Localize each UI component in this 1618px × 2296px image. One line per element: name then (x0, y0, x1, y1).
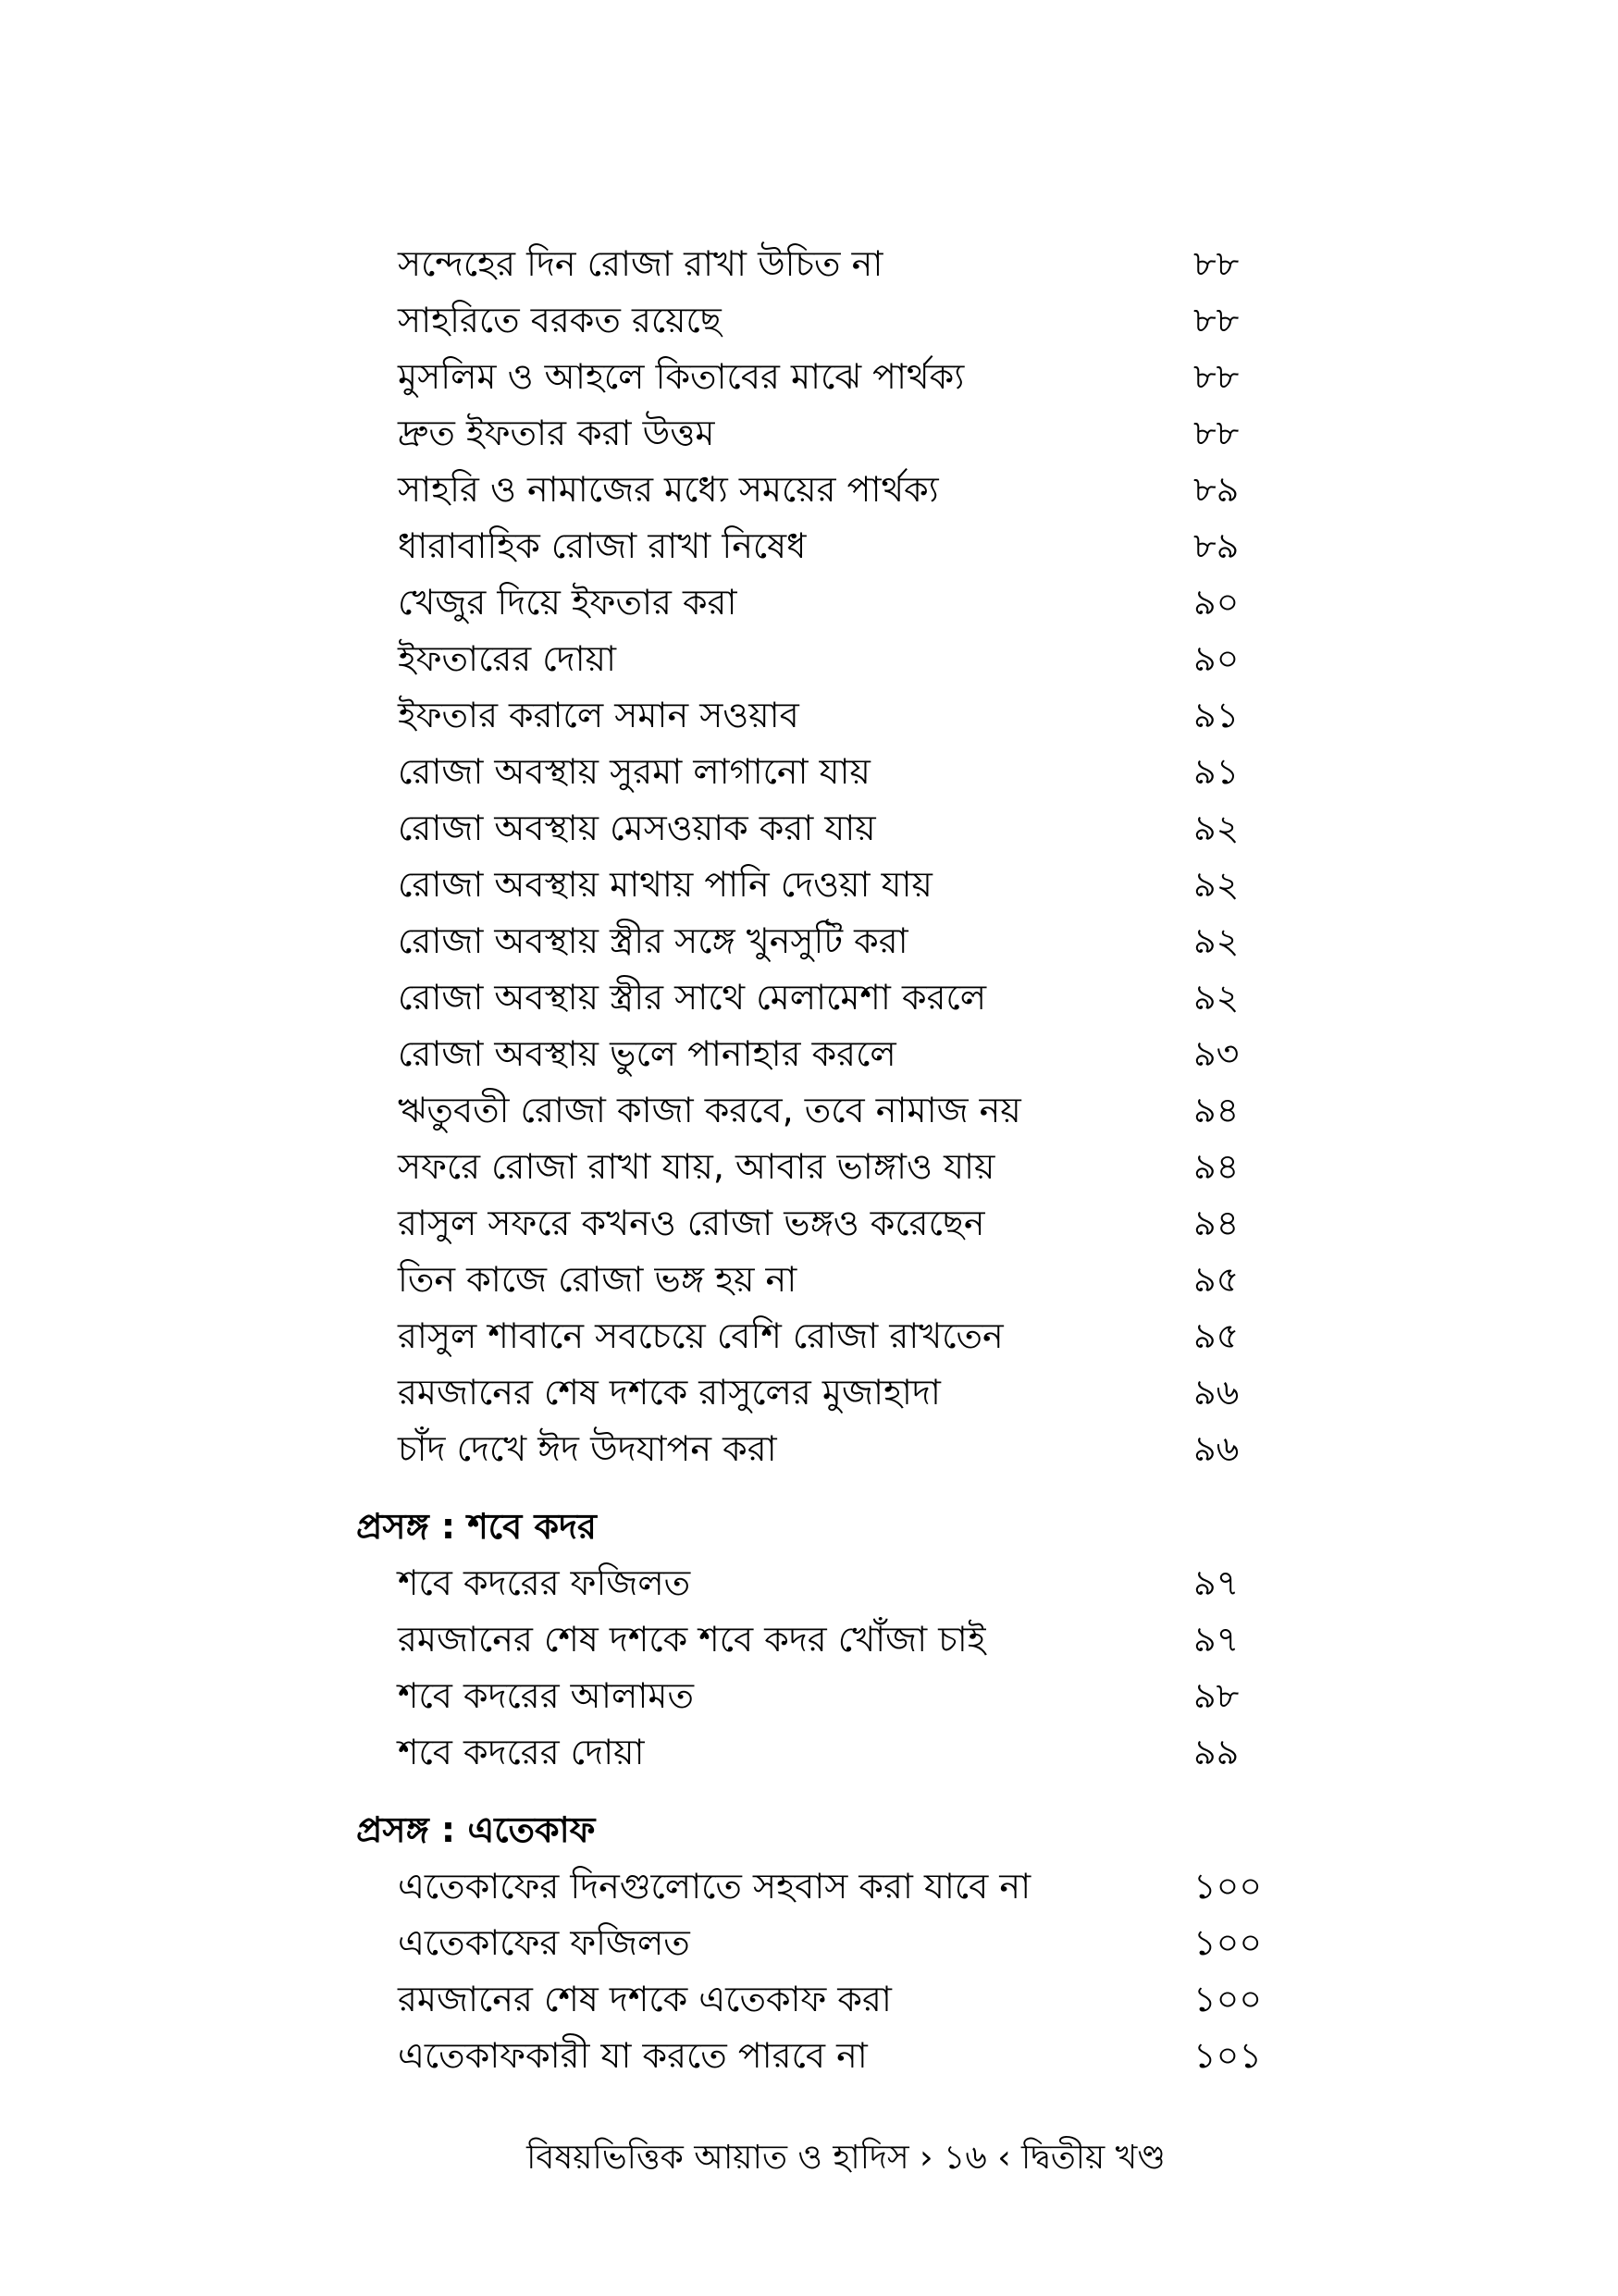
toc-entry-page-number: ১০০ (1193, 1979, 1263, 2019)
toc-entry-page-number: ৮৮ (1193, 413, 1240, 453)
toc-entry-page-number: ৯৭ (1193, 1562, 1240, 1603)
toc-entry-title: ধারাবাহিক রোজা রাখা নিষেধ (398, 525, 807, 566)
toc-entry-page-number: ১০১ (1193, 2035, 1263, 2076)
toc-entry-title: এতেকাফের ফজিলত (398, 1922, 690, 1963)
toc-entry-page-number: ৯৪ (1193, 1090, 1240, 1130)
toc-entry-title: এতেকাফকারী যা করতে পারবে না (398, 2035, 868, 2076)
toc-entry-title: ইফতার করালে সমান সওয়াব (398, 695, 799, 735)
toc-entry-title: সফরে রোজা রাখা যায়, আবার ভাঙ্গাও যায় (398, 1146, 995, 1187)
toc-entry-page-number: ৯৮ (1193, 1675, 1240, 1716)
toc-entry-page-number: ৯২ (1193, 808, 1240, 848)
toc-entry-title: ইফতারের দোয়া (398, 638, 617, 679)
toc-entry (356, 1082, 1281, 1139)
toc-entry-page-number: ৯৬ (1193, 1428, 1240, 1469)
toc-entry-title: শবে কদরের দোয়া (398, 1732, 645, 1772)
toc-entry-title: সাহরিতে বরকত রয়েছে (398, 300, 722, 340)
toc-entry (356, 349, 1281, 405)
toc-entry-title: ঋতুবতী রোজা কাজা করবে, তবে নামাজ নয় (398, 1090, 1021, 1130)
toc-entry-title: রমজানের শেষ দশকে শবে কদর খোঁজা চাই (398, 1619, 986, 1660)
toc-entry-title: রোজা অবস্থায় মাথায় পানি দেওয়া যায় (398, 864, 933, 905)
toc-entry-title: শবে কদরের আলামত (398, 1675, 694, 1716)
toc-entry-page-number: ৯০ (1193, 582, 1240, 623)
toc-entry (356, 969, 1281, 1026)
toc-entry-title: এতেকাফের দিনগুলোতে সহবাস করা যাবে না (398, 1866, 1031, 1907)
toc-entry-page-number: ১০০ (1193, 1866, 1263, 1907)
toc-entry-page-number: ১০০ (1193, 1922, 1263, 1963)
toc-entry (356, 1139, 1281, 1195)
toc-entry-page-number: ৯১ (1193, 751, 1240, 792)
toc-entry (356, 2028, 1281, 2084)
toc-entry-page-number: ৮৯ (1193, 469, 1240, 510)
toc-entry (356, 1611, 1281, 1668)
toc-entry-page-number: ৯৬ (1193, 1372, 1240, 1413)
toc-entry-page-number: ৯১ (1193, 695, 1240, 735)
toc-entry (356, 1252, 1281, 1308)
toc-entry-title: দ্রুত ইফতার করা উত্তম (398, 413, 715, 453)
toc-entry (356, 687, 1281, 744)
toc-entry-page-number: ৯২ (1193, 920, 1240, 961)
toc-entry-title: রোজা অবস্থায় স্ত্রীর সাথে মেলামেশা করলে (398, 977, 987, 1018)
toc-entry (356, 292, 1281, 349)
toc-entry-page-number: ৯২ (1193, 977, 1240, 1018)
toc-entry-page-number: ৯৭ (1193, 1619, 1240, 1660)
toc-entry (356, 744, 1281, 800)
page-footer: বিষয়ভিত্তিক আয়াত ও হাদিস › ১৬ ‹ দ্বিতীয় খণ্ড (526, 2139, 1166, 2177)
toc-entry-title: রমজানের শেষ দশকে রাসুলের মুজাহাদা (398, 1372, 941, 1413)
toc-entry-page-number: ৯২ (1193, 864, 1240, 905)
toc-entry-title: রমজানের শেষ দশকে এতেকাফ করা (398, 1979, 892, 2019)
toc-entry-title: রোজা অবস্থায় সুরমা লাগানো যায় (398, 751, 871, 792)
toc-entry (356, 1724, 1281, 1781)
toc-entry (356, 462, 1281, 518)
toc-entry-title: রোজা অবস্থায় ভুলে পানাহার করলে (398, 1033, 896, 1074)
toc-entry-page-number: ৯৩ (1193, 1033, 1240, 1074)
toc-entry (356, 913, 1281, 969)
toc-entry-page-number: ৯৪ (1193, 1146, 1240, 1187)
toc-entry (356, 1421, 1281, 1477)
toc-entry-page-number: ৮৯ (1193, 525, 1240, 566)
toc-entry-page-number: ৮৮ (1193, 300, 1240, 340)
section-heading: প্রসঙ্গ : এতেকাফ (356, 1809, 596, 1850)
toc-entry (356, 857, 1281, 913)
toc-entry (356, 236, 1281, 292)
toc-entry-page-number: ৮৮ (1193, 243, 1240, 284)
toc-entry-title: চাঁদ দেখে ঈদ উদযাপন করা (398, 1428, 777, 1469)
toc-entry-title: রোজা অবস্থায় মেসওয়াক করা যায় (398, 808, 876, 848)
toc-entry-title: রোজা অবস্থায় স্ত্রীর সঙ্গে খুনসুটি করা (398, 920, 908, 961)
toc-entry (356, 1915, 1281, 1971)
toc-entry (356, 1364, 1281, 1421)
toc-entry-page-number: ৯৫ (1193, 1259, 1240, 1300)
toc-entry-title: রাসুল শাবানে সবচেয়ে বেশি রোজা রাখতেন (398, 1315, 1004, 1356)
toc-entry (356, 1026, 1281, 1082)
toc-entry-title: খেজুর দিয়ে ইফতার করা (398, 582, 737, 623)
toc-entry-title: মুসলিম ও আহলে কিতাবের মাঝে পার্থক্য (398, 356, 965, 397)
toc-entry (356, 1308, 1281, 1364)
toc-entry-page-number: ৯৯ (1193, 1732, 1240, 1772)
toc-entry-page-number: ৯৫ (1193, 1315, 1240, 1356)
toc-entry-page-number: ৮৮ (1193, 356, 1240, 397)
table-of-contents (356, 236, 1281, 2084)
toc-entry-title: রাসুল সফরে কখনও রোজা ভঙ্গও করেছেন (398, 1203, 985, 1243)
section-heading: প্রসঙ্গ : শবে কদর (356, 1506, 597, 1547)
toc-entry-title: সন্দেহের দিন রোজা রাখা উচিত না (398, 243, 883, 284)
toc-entry (356, 1858, 1281, 1915)
toc-entry (356, 518, 1281, 574)
toc-entry-title: তিন কাজে রোজা ভঙ্গ হয় না (398, 1259, 797, 1300)
toc-entry (356, 631, 1281, 687)
toc-entry (356, 1668, 1281, 1724)
toc-entry-title: সাহরি ও নামাজের মধ্যে সময়ের পার্থক্য (398, 469, 939, 510)
toc-entry (356, 1195, 1281, 1252)
toc-entry (356, 574, 1281, 631)
toc-entry (356, 1555, 1281, 1611)
toc-entry (356, 1971, 1281, 2028)
toc-entry-page-number: ৯০ (1193, 638, 1240, 679)
toc-entry-title: শবে কদরের ফজিলত (398, 1562, 691, 1603)
toc-entry-page-number: ৯৪ (1193, 1203, 1240, 1243)
toc-entry (356, 800, 1281, 857)
toc-entry (356, 405, 1281, 462)
